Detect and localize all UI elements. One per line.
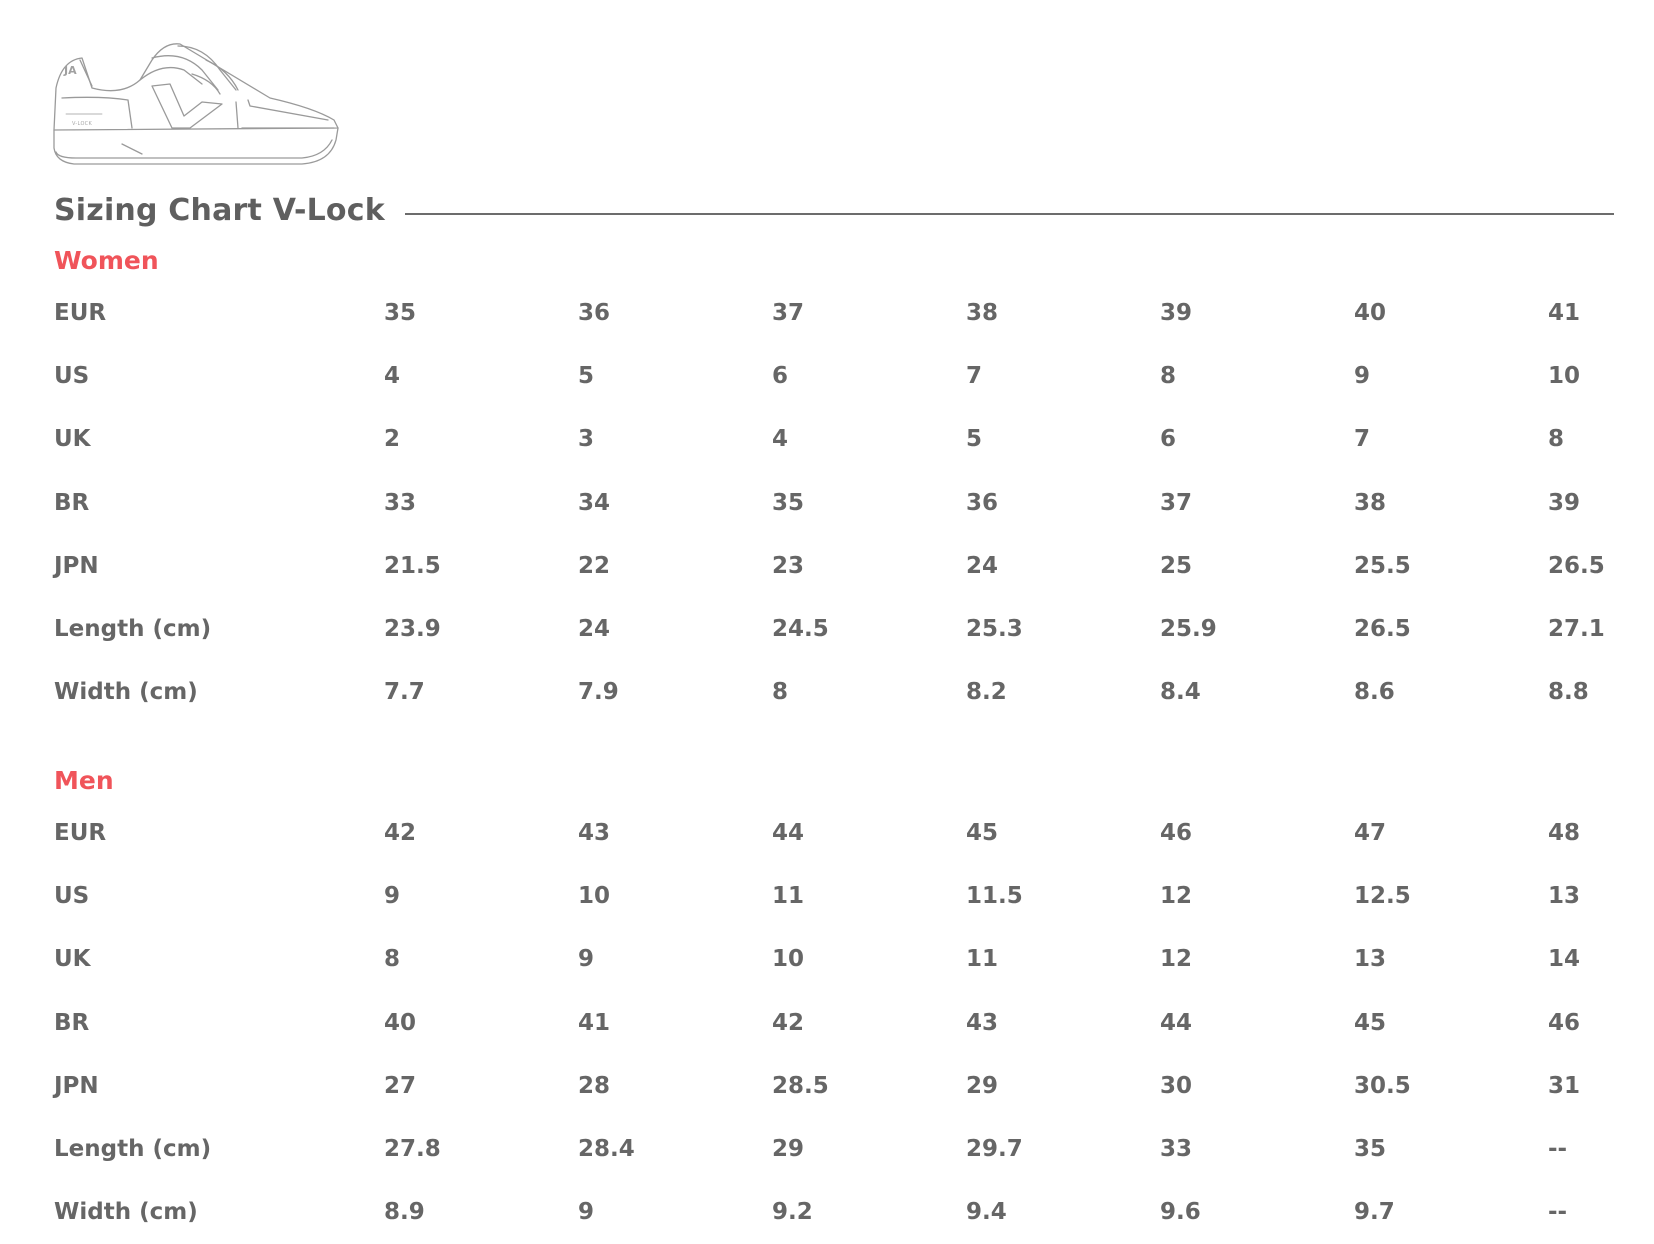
size-value: 29	[966, 1072, 999, 1099]
size-value: 23.9	[384, 616, 441, 643]
women-section-label: Women	[54, 246, 159, 275]
size-value: 44	[772, 819, 805, 846]
size-value: 4	[384, 362, 401, 389]
size-value: 28	[578, 1072, 611, 1099]
row-label: Width (cm)	[54, 679, 198, 706]
row-label: US	[54, 362, 90, 389]
row-label: US	[54, 882, 90, 909]
row-label: EUR	[54, 819, 107, 846]
size-row	[54, 1054, 1648, 1117]
size-value: 23	[772, 552, 805, 579]
size-value: 8	[1548, 426, 1565, 453]
size-value: 25.9	[1160, 616, 1217, 643]
row-label: UK	[54, 426, 91, 453]
size-value: 27.8	[384, 1136, 441, 1163]
size-value: 14	[1548, 946, 1581, 973]
size-value: 9	[384, 882, 401, 909]
row-label: EUR	[54, 299, 107, 326]
size-value: 29	[772, 1136, 805, 1163]
size-value: 39	[1548, 489, 1581, 516]
size-row	[54, 534, 1648, 597]
size-value: 28.4	[578, 1136, 635, 1163]
size-row	[54, 928, 1648, 991]
men-size-table	[54, 801, 1648, 1244]
size-value: 11.5	[966, 882, 1023, 909]
size-value: 43	[966, 1009, 999, 1036]
size-value: 47	[1354, 819, 1387, 846]
row-label: BR	[54, 1009, 90, 1036]
shoe-illustration	[52, 40, 352, 180]
size-value: 37	[772, 299, 805, 326]
size-value: 12	[1160, 946, 1193, 973]
size-value: 42	[384, 819, 417, 846]
size-value: --	[1548, 1136, 1568, 1163]
size-value: 12	[1160, 882, 1193, 909]
size-value: 25.5	[1354, 552, 1411, 579]
row-label: BR	[54, 489, 90, 516]
size-value: 38	[1354, 489, 1387, 516]
size-value: --	[1548, 1199, 1568, 1226]
size-value: 9.7	[1354, 1199, 1395, 1226]
size-value: 28.5	[772, 1072, 829, 1099]
size-value: 7	[966, 362, 983, 389]
size-value: 5	[966, 426, 983, 453]
size-value: 11	[772, 882, 805, 909]
size-value: 8	[772, 679, 789, 706]
size-row	[54, 597, 1648, 660]
size-value: 24.5	[772, 616, 829, 643]
model-mark: V-LOCK	[72, 121, 93, 127]
size-value: 22	[578, 552, 611, 579]
size-value: 25.3	[966, 616, 1023, 643]
page-title: Sizing Chart V-Lock	[54, 192, 385, 228]
size-value: 46	[1548, 1009, 1581, 1036]
size-value: 33	[384, 489, 417, 516]
size-value: 30.5	[1354, 1072, 1411, 1099]
size-value: 48	[1548, 819, 1581, 846]
size-value: 45	[966, 819, 999, 846]
row-label: Length (cm)	[54, 1136, 212, 1163]
row-label: Width (cm)	[54, 1199, 198, 1226]
size-value: 8	[1160, 362, 1177, 389]
size-value: 8	[384, 946, 401, 973]
size-row	[54, 408, 1648, 471]
row-label: JPN	[54, 552, 99, 579]
size-value: 38	[966, 299, 999, 326]
size-row	[54, 1181, 1648, 1244]
size-value: 13	[1354, 946, 1387, 973]
size-value: 43	[578, 819, 611, 846]
size-value: 27.1	[1548, 616, 1605, 643]
size-value: 36	[578, 299, 611, 326]
size-value: 9	[578, 946, 595, 973]
title-divider	[405, 213, 1614, 215]
size-value: 26.5	[1354, 616, 1411, 643]
size-value: 45	[1354, 1009, 1387, 1036]
size-value: 31	[1548, 1072, 1581, 1099]
size-value: 27	[384, 1072, 417, 1099]
size-value: 8.6	[1354, 679, 1395, 706]
size-value: 9.2	[772, 1199, 813, 1226]
size-row	[54, 344, 1648, 407]
size-value: 33	[1160, 1136, 1193, 1163]
size-value: 35	[1354, 1136, 1387, 1163]
size-value: 10	[1548, 362, 1581, 389]
size-value: 5	[578, 362, 595, 389]
size-row	[54, 1117, 1648, 1180]
size-value: 21.5	[384, 552, 441, 579]
size-value: 44	[1160, 1009, 1193, 1036]
size-value: 42	[772, 1009, 805, 1036]
size-value: 4	[772, 426, 789, 453]
row-label: JPN	[54, 1072, 99, 1099]
size-value: 26.5	[1548, 552, 1605, 579]
size-value: 8.4	[1160, 679, 1201, 706]
size-value: 7.9	[578, 679, 619, 706]
size-row	[54, 864, 1648, 927]
title-row	[54, 186, 1614, 234]
size-value: 9.6	[1160, 1199, 1201, 1226]
women-size-table	[54, 281, 1648, 724]
size-row	[54, 471, 1648, 534]
size-value: 40	[1354, 299, 1387, 326]
size-value: 8.8	[1548, 679, 1589, 706]
row-label: Length (cm)	[54, 616, 212, 643]
size-value: 40	[384, 1009, 417, 1036]
size-value: 36	[966, 489, 999, 516]
size-value: 9	[1354, 362, 1371, 389]
size-value: 13	[1548, 882, 1581, 909]
size-value: 35	[384, 299, 417, 326]
size-value: 46	[1160, 819, 1193, 846]
size-value: 9	[578, 1199, 595, 1226]
size-value: 7	[1354, 426, 1371, 453]
brand-mark: JA	[64, 64, 77, 77]
size-value: 10	[772, 946, 805, 973]
size-value: 3	[578, 426, 595, 453]
men-section-label: Men	[54, 766, 114, 795]
size-value: 24	[578, 616, 611, 643]
size-value: 2	[384, 426, 401, 453]
size-value: 29.7	[966, 1136, 1023, 1163]
size-value: 41	[1548, 299, 1581, 326]
size-value: 41	[578, 1009, 611, 1036]
size-value: 8.2	[966, 679, 1007, 706]
size-value: 12.5	[1354, 882, 1411, 909]
size-value: 25	[1160, 552, 1193, 579]
size-value: 9.4	[966, 1199, 1007, 1226]
size-value: 6	[1160, 426, 1177, 453]
size-value: 10	[578, 882, 611, 909]
size-value: 7.7	[384, 679, 425, 706]
size-row	[54, 801, 1648, 864]
size-row	[54, 991, 1648, 1054]
size-row	[54, 661, 1648, 724]
row-label: UK	[54, 946, 91, 973]
size-value: 39	[1160, 299, 1193, 326]
size-value: 30	[1160, 1072, 1193, 1099]
size-row	[54, 281, 1648, 344]
size-value: 35	[772, 489, 805, 516]
size-value: 37	[1160, 489, 1193, 516]
size-value: 11	[966, 946, 999, 973]
size-value: 34	[578, 489, 611, 516]
size-value: 8.9	[384, 1199, 425, 1226]
size-value: 6	[772, 362, 789, 389]
size-value: 24	[966, 552, 999, 579]
